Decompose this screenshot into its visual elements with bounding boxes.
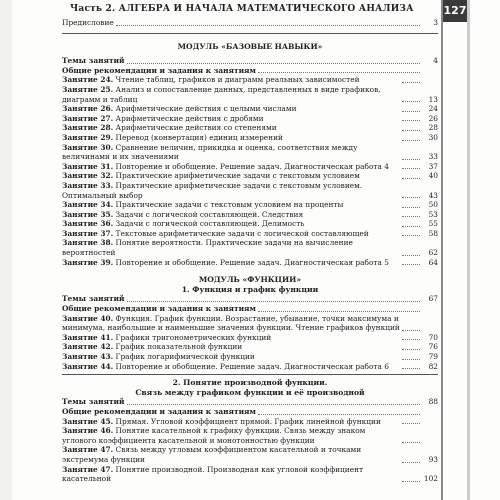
- toc-lesson-title: Практические арифметические задачи с текстовым условием. Оптимальный выбор: [62, 180, 363, 200]
- toc-lesson-text: [62, 162, 400, 172]
- leader-dots: [258, 414, 420, 415]
- toc-lesson-page: 76: [428, 342, 438, 352]
- toc-lesson-page: 37: [428, 161, 438, 171]
- toc-lesson[interactable]: [62, 333, 438, 343]
- leader-dots: [402, 101, 420, 102]
- leader-dots: [402, 359, 420, 360]
- toc-lesson-number: Занятие 35.: [62, 209, 114, 219]
- toc-lesson-number: Занятие 24.: [62, 75, 114, 85]
- toc-topics-page: 4: [433, 56, 438, 66]
- page-edge: [467, 0, 470, 500]
- leader-dots: [402, 140, 420, 141]
- toc-lesson-text: [62, 181, 400, 200]
- toc-lesson-title: Анализ и сопоставление данных, представленных в виде графиков, диаграмм и таблиц: [62, 84, 381, 104]
- module1-title: МОДУЛЬ «БАЗОВЫЕ НАВЫКИ»: [177, 41, 323, 51]
- toc-lesson-text: [62, 123, 400, 133]
- toc-lesson-page: 53: [428, 209, 438, 219]
- toc-lesson-page: 24: [428, 104, 438, 114]
- toc-lesson-number: Занятие 26.: [62, 104, 114, 114]
- toc-lesson-text: [62, 219, 400, 229]
- toc-recommendations-label: Общие рекомендации и задания к занятиям: [62, 65, 256, 75]
- toc-lesson-title: Прямая. Угловой коэффициент прямой. График линейной функции: [115, 416, 381, 426]
- leader-dots: [402, 481, 420, 482]
- toc-lesson-title: Понятие производной. Производная как угловой коэффициент касательной: [62, 464, 364, 484]
- toc-module2-topics2[interactable]: [62, 397, 438, 407]
- toc-lesson[interactable]: [62, 229, 438, 239]
- leader-dots: [402, 264, 420, 265]
- toc-lesson-title: Понятие касательной к графику функции. Связь между знаком углового коэффициента касательной и монотонностью функции: [62, 426, 366, 445]
- toc-lesson-title: График логарифмической функции: [115, 352, 255, 361]
- toc-lesson-page: 82: [428, 361, 438, 371]
- toc-lesson-title: Задачи с логической составляющей. Делимость: [115, 219, 305, 229]
- leader-dots: [402, 82, 420, 83]
- toc-lesson-number: Занятие 32.: [62, 171, 114, 181]
- toc-lesson-text: [62, 114, 400, 124]
- toc-lesson-number: Занятие 29.: [62, 132, 114, 142]
- toc-topics-label: Темы занятий: [62, 397, 125, 407]
- module2-section2-title-2: Связь между графиком функции и её производной: [135, 387, 365, 397]
- toc-lesson-text: [62, 314, 400, 333]
- leader-dots: [402, 255, 420, 256]
- toc-lesson-text: [62, 210, 400, 220]
- toc-lesson-page: 26: [428, 113, 438, 123]
- toc-lesson[interactable]: [62, 445, 438, 464]
- toc-lesson-title: Текстовые арифметические задачи с логической составляющей: [115, 228, 369, 238]
- toc-lesson-page: 33: [428, 152, 438, 162]
- toc-lesson[interactable]: [62, 171, 438, 181]
- toc-lesson-title: Арифметические действия с целыми числами: [115, 104, 297, 114]
- toc-module1-topics[interactable]: [62, 56, 438, 66]
- toc-lesson-number: Занятие 43.: [62, 352, 114, 361]
- leader-dots: [402, 120, 420, 121]
- toc-lesson-number: Занятие 42.: [62, 342, 114, 352]
- toc-lesson-text: [62, 229, 400, 239]
- table-of-contents: [62, 12, 438, 484]
- toc-lesson-number: Занятие 45.: [62, 416, 114, 426]
- leader-dots: [402, 423, 420, 424]
- toc-preface[interactable]: [62, 18, 438, 28]
- leader-dots: [402, 462, 420, 463]
- toc-lesson-title: Перевод (конвертация) единиц измерений: [115, 132, 283, 142]
- page-number: 127: [443, 0, 467, 22]
- toc-lesson[interactable]: [62, 219, 438, 229]
- toc-lesson-number: Занятие 31.: [62, 161, 114, 171]
- toc-lesson[interactable]: [62, 200, 438, 210]
- toc-lesson[interactable]: [62, 352, 438, 362]
- toc-lesson-page: 13: [428, 94, 438, 104]
- leader-dots: [258, 72, 420, 73]
- toc-topics-label: Темы занятий: [62, 294, 125, 304]
- toc-lesson-title: Графики тригонометрических функций: [115, 332, 272, 342]
- leader-dots: [127, 63, 420, 64]
- toc-lesson[interactable]: [62, 342, 438, 352]
- toc-lesson-title: Арифметические действия со степенями: [115, 123, 277, 133]
- module2-section1-title: 1. Функция и график функции: [181, 284, 319, 294]
- divider: [62, 33, 438, 34]
- toc-lesson[interactable]: [62, 314, 438, 333]
- leader-dots: [402, 235, 420, 236]
- toc-preface-page: 3: [433, 18, 438, 27]
- toc-lesson-title: Практические арифметические задачи с текстовым условием: [115, 171, 360, 181]
- toc-lesson[interactable]: [62, 114, 438, 124]
- module2-section2-title-1: 2. Понятие производной функции.: [172, 378, 328, 388]
- toc-lesson[interactable]: [62, 238, 438, 257]
- toc-lesson-page: 55: [428, 219, 438, 229]
- toc-lesson-text: [62, 362, 400, 372]
- toc-recommendations-label: Общие рекомендации и задания к занятиям: [62, 406, 256, 416]
- toc-topics-page: 88: [428, 397, 438, 407]
- toc-lesson-number: Занятие 40.: [62, 313, 114, 323]
- leader-dots: [402, 330, 420, 331]
- toc-lesson-text: [62, 133, 400, 143]
- toc-lesson[interactable]: [62, 143, 438, 162]
- toc-lesson-page: 64: [428, 257, 438, 267]
- leader-dots: [127, 301, 420, 302]
- toc-lesson-page: 102: [423, 474, 438, 484]
- leader-dots: [402, 216, 420, 217]
- toc-lesson-text: [62, 143, 400, 162]
- toc-lesson-text: [62, 258, 400, 268]
- toc-lesson-title: График показательной функции: [115, 342, 243, 352]
- toc-module2-recommendations[interactable]: [62, 304, 438, 314]
- toc-lesson[interactable]: [62, 162, 438, 172]
- leader-dots: [402, 339, 420, 340]
- leader-dots: [402, 178, 420, 179]
- toc-lesson-text: [62, 445, 400, 464]
- toc-lesson[interactable]: [62, 133, 438, 143]
- leader-dots: [258, 311, 420, 312]
- toc-lesson-title: Чтение таблиц, графиков и диаграмм реальных зависимостей: [115, 75, 360, 85]
- toc-lesson-text: [62, 465, 400, 484]
- toc-lesson-title: Арифметические действия с дробями: [115, 113, 264, 123]
- toc-lesson-title: Практические задачи с текстовым условием на проценты: [115, 200, 344, 210]
- leader-dots: [402, 159, 420, 160]
- leader-dots: [402, 197, 420, 198]
- toc-lesson-number: Занятие 34.: [62, 200, 114, 210]
- toc-lesson[interactable]: [62, 210, 438, 220]
- module2-title: МОДУЛЬ «ФУНКЦИИ»: [198, 275, 302, 285]
- leader-dots: [402, 442, 420, 443]
- toc-lesson-text: [62, 342, 400, 352]
- toc-lesson-page: 40: [428, 171, 438, 181]
- toc-lesson-text: [62, 352, 400, 362]
- toc-lesson-text: [62, 85, 400, 104]
- toc-lesson[interactable]: [62, 85, 438, 104]
- toc-lesson-number: Занятие 41.: [62, 332, 114, 342]
- toc-lesson-text: [62, 333, 400, 343]
- toc-lesson[interactable]: [62, 181, 438, 200]
- toc-lesson-page: 70: [428, 332, 438, 342]
- toc-lesson-title: Повторение и обобщение. Решение задач. Диагностическая работа 4: [115, 161, 389, 171]
- leader-dots: [402, 207, 420, 208]
- toc-lesson-number: Занятие 37.: [62, 228, 114, 238]
- divider: [62, 374, 438, 375]
- toc-preface-label: Предисловие: [62, 18, 114, 27]
- toc-lesson-page: 30: [428, 132, 438, 142]
- toc-lesson-number: Занятие 30.: [62, 142, 114, 152]
- toc-lesson[interactable]: [62, 258, 438, 268]
- toc-lesson-text: [62, 104, 400, 114]
- leader-dots: [402, 111, 420, 112]
- toc-lesson[interactable]: [62, 417, 438, 427]
- toc-lesson[interactable]: [62, 362, 438, 372]
- toc-lesson-text: [62, 426, 400, 445]
- leader-dots: [402, 168, 420, 169]
- toc-lesson-title: Понятие вероятности. Практические задачи на вычисление вероятностей: [62, 238, 353, 258]
- toc-lesson-title: Повторение и обобщение. Решение задач. Диагностическая работа 5: [115, 257, 389, 267]
- toc-lesson-page: 50: [428, 200, 438, 210]
- toc-lesson[interactable]: [62, 75, 438, 85]
- page-gutter-shade: [0, 0, 12, 500]
- toc-lesson-page: 93: [428, 454, 438, 464]
- toc-lesson-number: Занятие 36.: [62, 219, 114, 229]
- leader-dots: [402, 349, 420, 350]
- toc-lesson-number: Занятие 47.: [62, 445, 114, 455]
- page-header: Часть 2. АЛГЕБРА И НАЧАЛА МАТЕМАТИЧЕСКОГО АНАЛИЗА: [70, 4, 414, 14]
- toc-lesson-number: Занятие 46.: [62, 426, 114, 436]
- toc-lesson-page: 79: [428, 352, 438, 361]
- toc-lesson[interactable]: [62, 104, 438, 114]
- toc-lesson-number: Занятие 25.: [62, 84, 114, 94]
- toc-lesson-page: 58: [428, 228, 438, 238]
- toc-lesson[interactable]: [62, 465, 438, 484]
- toc-lesson-title: Сравнение величин, прикидка и оценка, соответствия между величинами и их значениями: [62, 142, 358, 162]
- toc-module1-recommendations[interactable]: [62, 66, 438, 76]
- toc-topics-page: 67: [428, 294, 438, 304]
- leader-dots: [402, 226, 420, 227]
- toc-lesson-text: [62, 171, 400, 181]
- toc-lesson-title: Повторение и обобщение. Решение задач. Диагностическая работа 6: [115, 361, 389, 371]
- toc-module2-topics[interactable]: [62, 294, 438, 304]
- toc-lesson-title: Функция. График функции. Возрастание, убывание, точки максимума и минимума, наибольшие и наименьшие значения функции. Чтение графиков функций: [62, 313, 400, 333]
- toc-topics-label: Темы занятий: [62, 56, 125, 66]
- toc-lesson-number: Занятие 27.: [62, 113, 114, 123]
- leader-dots: [402, 130, 420, 131]
- toc-recommendations-label: Общие рекомендации и задания к занятиям: [62, 304, 256, 314]
- margin-rule: [441, 0, 443, 500]
- leader-dots: [127, 404, 420, 405]
- toc-lesson-number: Занятие 44.: [62, 361, 114, 371]
- toc-lesson-number: Занятие 47.: [62, 464, 114, 474]
- toc-lesson[interactable]: [62, 426, 438, 445]
- toc-lesson[interactable]: [62, 123, 438, 133]
- leader-dots: [116, 25, 420, 26]
- toc-lesson-text: [62, 75, 400, 85]
- leader-dots: [402, 368, 420, 369]
- toc-lesson-page: 28: [428, 123, 438, 133]
- toc-lesson-text: [62, 417, 400, 427]
- toc-lesson-number: Занятие 28.: [62, 123, 114, 133]
- toc-lesson-text: [62, 200, 400, 210]
- toc-lesson-title: Связь между угловым коэффициентом касательной и точками экстремума функции: [62, 445, 362, 464]
- toc-lesson-page: 43: [428, 190, 438, 200]
- toc-lesson-number: Занятие 38.: [62, 238, 114, 248]
- toc-module2-recommendations2[interactable]: [62, 407, 438, 417]
- toc-lesson-number: Занятие 39.: [62, 257, 114, 267]
- toc-lesson-page: 62: [428, 248, 438, 258]
- toc-lesson-number: Занятие 33.: [62, 180, 114, 190]
- toc-lesson-title: Задачи с логической составляющей. Следствия: [115, 209, 304, 219]
- toc-lesson-text: [62, 238, 400, 257]
